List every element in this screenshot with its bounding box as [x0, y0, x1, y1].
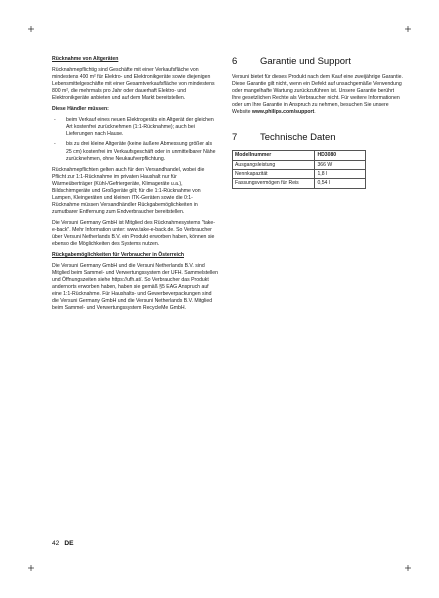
table-cell: Ausgangsleistung	[233, 160, 315, 169]
language-code: DE	[64, 540, 74, 547]
paragraph-mail-order: Rücknahmepflichten gelten auch für den Versandhandel, wobei die Pflicht zur 1:1-Rücknahme im privaten Haushalt nur für Wärmeüberträger (Kühl-/Gefriergeräte, Klimageräte u.a.), Bildschirmgeräte und Großgeräte gilt; für die 1:1-Rücknahme von Lampen, Kleingeräten und kleinen ITK-Geräten sowie die 0:1-Rücknahme müssen Versandhändler Rückgabemöglichkeiten in zumutbarer Entfernung zum Endverbraucher bereitstellen.	[52, 166, 205, 215]
subheading-dealers: Diese Händler müssen:	[52, 106, 109, 113]
table-cell: Fassungsvermögen für Reis	[233, 179, 315, 188]
right-column	[232, 56, 404, 189]
heading-take-back: Rücknahme von Altgeräten	[52, 56, 119, 62]
table-cell: Nennkapazität	[233, 170, 315, 179]
section-title: Technische Daten	[260, 132, 336, 144]
left-column	[52, 56, 218, 317]
section-title: Garantie und Support	[260, 56, 351, 67]
section-7-heading	[232, 132, 404, 143]
paragraph-take-back-duty: Rücknahmepflichtig sind Geschäfte mit einer Verkaufsfläche von mindestens 400 m² für Elektro- und Elektronikgeräte sowie diejenigen Lebensmittelgeschäfte mit einer Gesamtverkaufsfläche von mindestens 800 m², die mehrmals pro Jahr oder dauerhaft Elektro- und Elektronikgeräte anbieten und auf dem Markt bereitstellen.	[52, 67, 215, 102]
list-item: - beim Verkauf eines neuen Elektrogeräts ein Altgerät der gleichen Art kostenfrei zurücknehmen (1:1-Rücknahme); auch bei Lieferungen nach Hause.	[52, 117, 218, 138]
paragraph-austria: Die Versuni Germany GmbH und die Versuni Netherlands B.V. sind Mitglied beim Sammel- und Verwertungssystem der UFH. Sammelstellen und Öffnungszeiten siehe https://ufh.at/. So Verbraucher das Produkt andernorts erworben haben, haben sie gemäß §5 EAG Anspruch auf eine 1:1-Rücknahme. Für Haushalts- und Gewerbeverpackungen sind die Versuni Germany GmbH und die Versuni Netherlands B.V. Mitglied beim Sammel- und Verwertungssystem RecycleMe GmbH.	[52, 263, 218, 312]
section-6-heading	[232, 56, 404, 67]
support-link[interactable]: www.philips.com/support	[251, 109, 315, 116]
warranty-text-end: .	[314, 109, 316, 116]
heading-austria: Rückgabemöglichkeiten für Verbraucher in Österreich	[52, 252, 184, 259]
dealer-duties-list	[52, 117, 218, 162]
table-cell: 0,54 l	[315, 179, 366, 188]
table-row	[233, 160, 366, 169]
paragraph-take-e-back: Die Versuni Germany GmbH ist Mitglied des Rücknahmesystems "take-e-back". Mehr Information unter: www.take-e-back.de. So Verbraucher über Versuni Netherlands B.V. ein Produkt erworben haben, können sie ebenso die Möglichkeiten des Systems nutzen.	[52, 219, 215, 248]
page-number: 42	[52, 540, 60, 547]
page-footer	[52, 540, 74, 547]
table-cell: 1,8 l	[315, 170, 366, 179]
table-cell: HD3080	[315, 151, 366, 160]
table-row	[233, 179, 366, 188]
table-cell: Modellnummer	[233, 151, 315, 160]
list-item: - bis zu drei kleine Altgeräte (keine äußere Abmessung größer als 25 cm) kostenfrei im Verkaufsgeschäft oder in unmittelbarer Nähe zurücknehmen, ohne Neukaufverpflichtung.	[52, 141, 218, 162]
section-number: 7	[232, 132, 238, 144]
table-cell: 366 W	[315, 160, 366, 169]
section-number: 6	[232, 56, 238, 67]
warranty-text: Versuni bietet für dieses Produkt nach dem Kauf eine zweijährige Garantie. Diese Garantie gilt nicht, wenn ein Defekt auf unsachgemäße Verwendung oder mangelhafte Wartung zurückzuführen ist. Unsere Garantie berührt Ihre gesetzlichen Rechte als Verbraucher nicht. Für weitere Informationen oder um Ihre Garantie in Anspruch zu nehmen, besuchen Sie unsere Website	[232, 74, 403, 116]
table-row	[233, 170, 366, 179]
tech-data-table	[232, 150, 366, 189]
table-row	[233, 151, 366, 160]
warranty-paragraph	[232, 74, 404, 116]
